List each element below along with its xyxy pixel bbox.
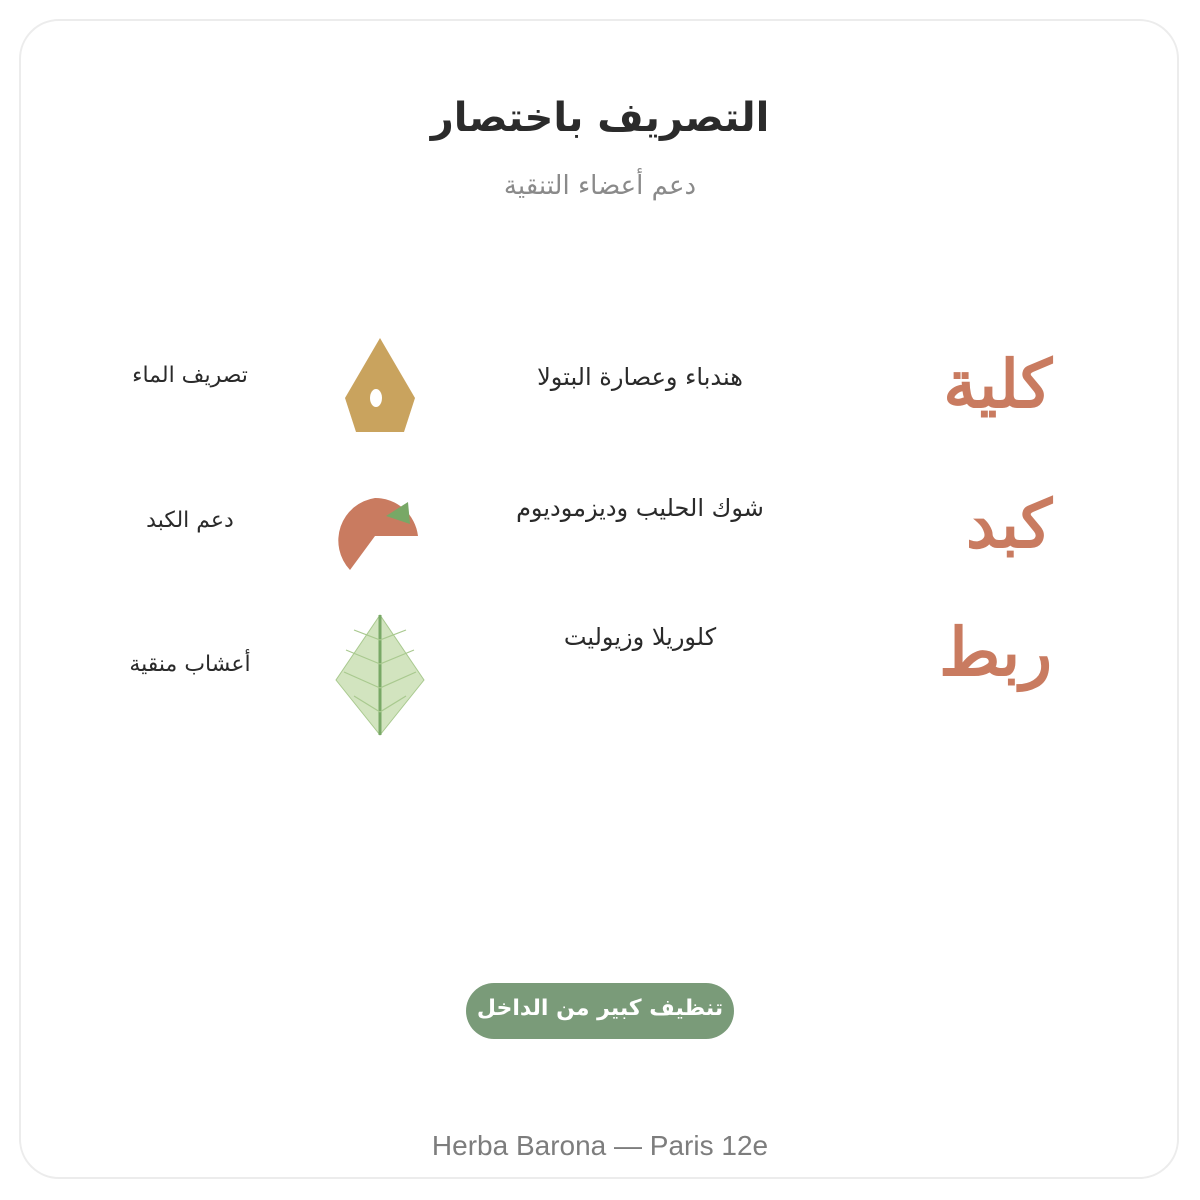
liver-icon — [320, 480, 440, 610]
organ-label-kidney: كلية — [943, 345, 1052, 423]
benefit-text-liver: دعم الكبد — [146, 508, 234, 533]
cleanse-button[interactable]: تنظيف كبير من الداخل — [466, 983, 734, 1039]
leaf-icon — [320, 612, 440, 742]
benefit-text-kidney: تصريف الماء — [132, 363, 248, 388]
herbs-text-liver: شوك الحليب وديزموديوم — [516, 494, 764, 522]
organ-label-binding: ربط — [939, 613, 1052, 691]
drop-icon — [320, 330, 440, 460]
herbs-text-binding: كلوريلا وزيوليت — [563, 623, 717, 651]
organ-label-liver: كبد — [966, 485, 1052, 563]
benefit-text-binding: أعشاب منقية — [129, 652, 251, 677]
footer-text: Herba Barona — Paris 12e — [431, 1130, 769, 1161]
page-subtitle: دعم أعضاء التنقية — [503, 171, 697, 201]
herbs-text-kidney: هندباء وعصارة البتولا — [537, 363, 743, 391]
page-title: التصريف باختصار — [430, 95, 770, 141]
